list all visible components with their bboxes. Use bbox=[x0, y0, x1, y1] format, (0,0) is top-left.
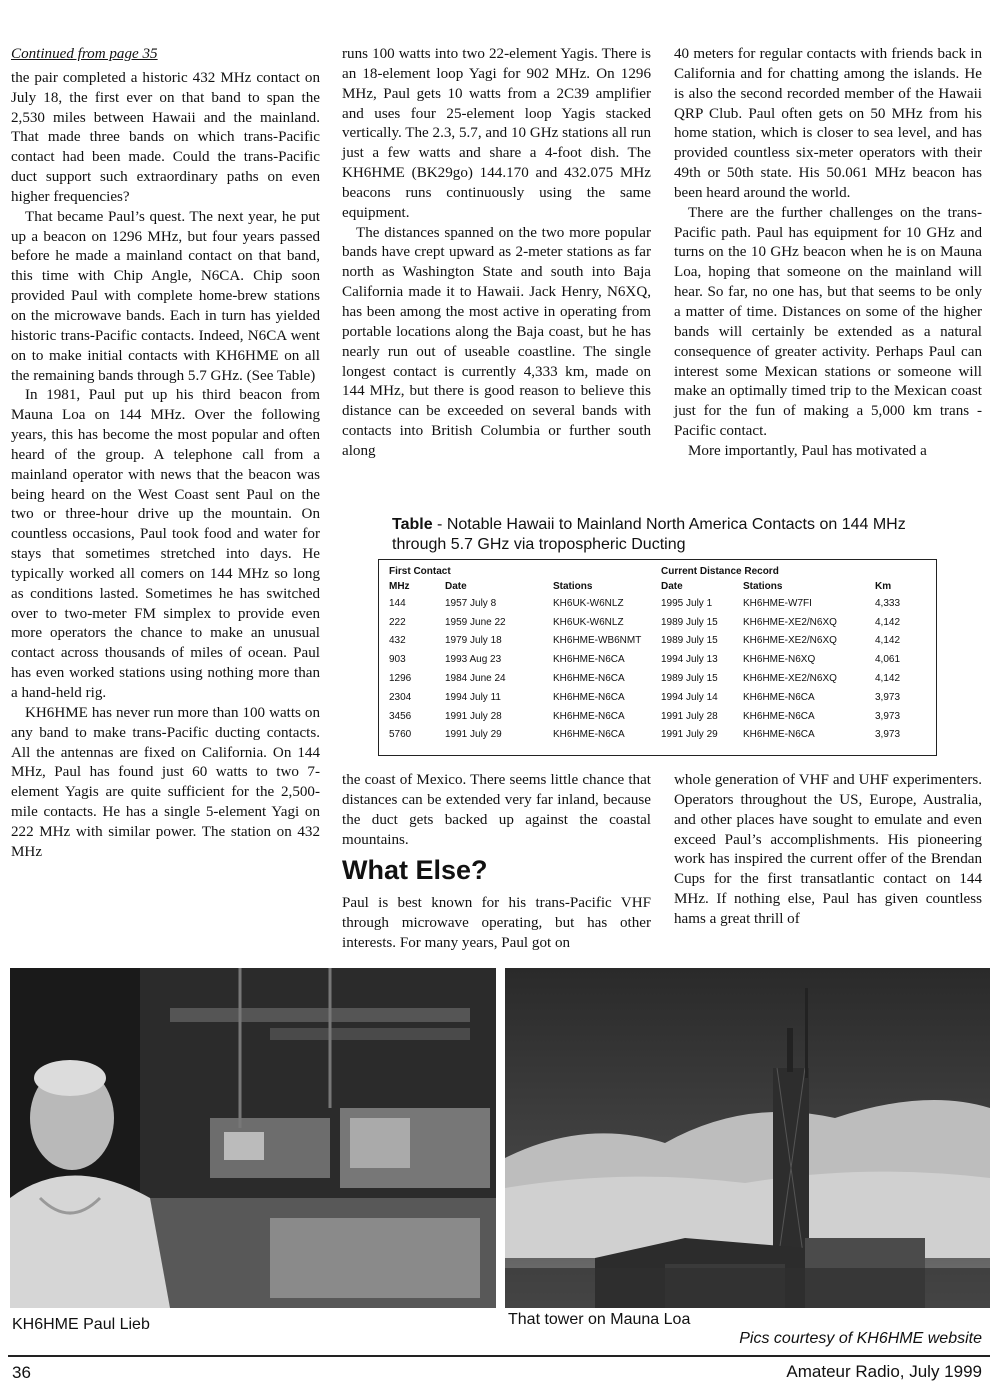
table-row bbox=[389, 669, 925, 688]
table-cell: 1991 July 29 bbox=[661, 729, 718, 741]
table-cell: 1989 July 15 bbox=[661, 635, 718, 647]
article-column-2-bottom bbox=[342, 771, 651, 850]
table-cell: 1296 bbox=[389, 673, 412, 685]
table-cell: 1991 July 29 bbox=[445, 729, 502, 741]
table-cell: 1979 July 18 bbox=[445, 635, 502, 647]
table-cell: KH6UK-W6NLZ bbox=[553, 597, 624, 609]
table-cell: 1984 June 24 bbox=[445, 673, 506, 685]
table-cell: 4,142 bbox=[875, 673, 901, 685]
contacts-table-box bbox=[378, 559, 937, 756]
article-column-3-top bbox=[674, 45, 982, 462]
paragraph: More importantly, Paul has motivated a bbox=[688, 442, 927, 459]
table-row bbox=[389, 632, 925, 651]
table-cell: 3,973 bbox=[875, 729, 901, 741]
article-column-3-bottom bbox=[674, 771, 982, 930]
article-column-2-top bbox=[342, 45, 651, 462]
photo-caption-left: KH6HME Paul Lieb bbox=[12, 1316, 150, 1333]
table-row bbox=[389, 707, 925, 726]
paragraph: the pair completed a historic 432 MHz contact on July 18, the first ever on that band to span the 2,530 miles between Hawaii and the mainland. That made three bands on which trans-Pacific contact had been made. Could the trans-Pacific duct support such extraordinary paths on even higher frequencies? bbox=[11, 69, 320, 205]
table-row bbox=[389, 594, 925, 613]
footer-rule bbox=[8, 1355, 990, 1357]
table-cell: KH6HME-N6CA bbox=[743, 691, 815, 703]
table-cell: 4,142 bbox=[875, 635, 901, 647]
table-cell: 432 bbox=[389, 635, 406, 647]
table-cell: 144 bbox=[389, 597, 406, 609]
table-cell: KH6HME-W7FI bbox=[743, 597, 812, 609]
group-header-current-record: Current Distance Record bbox=[661, 566, 779, 577]
paragraph: The distances spanned on the two more popular bands have crept upward as 2-meter stations as far north as Washington State and south into Baja California made it to Hawaii. Jack Henry, N6XQ, has been among the most active in operating from portable locations along the Baja coast, but he has nearly run out of useable coastline. The single longest contact is currently 4,333 km, made on 144 MHz, but there is good reason to believe this distance can be exceeded on several bands with contacts into British Columbia or further south along bbox=[342, 224, 651, 459]
article-column-1 bbox=[11, 45, 320, 863]
table-cell: KH6HME-N6CA bbox=[743, 710, 815, 722]
table-cell: KH6HME-N6CA bbox=[743, 729, 815, 741]
photo-caption-right: That tower on Mauna Loa bbox=[508, 1311, 691, 1328]
table-row bbox=[389, 650, 925, 669]
group-header-first-contact: First Contact bbox=[389, 566, 451, 577]
article-column-2-section bbox=[342, 894, 651, 954]
photo-credit: Pics courtesy of KH6HME website bbox=[739, 1330, 982, 1347]
table-caption-text: - Notable Hawaii to Mainland North America Contacts on 144 MHz through 5.7 GHz via tropospheric Ducting bbox=[392, 516, 906, 553]
table-cell: KH6HME-XE2/N6XQ bbox=[743, 616, 837, 628]
table-cell: 903 bbox=[389, 654, 406, 666]
table-cell: 1959 June 22 bbox=[445, 616, 506, 628]
table-cell: 1991 July 28 bbox=[661, 710, 718, 722]
table-cell: 4,061 bbox=[875, 654, 901, 666]
table-cell: KH6HME-XE2/N6XQ bbox=[743, 673, 837, 685]
photo-mauna-loa-tower bbox=[505, 968, 990, 1308]
column-header: Date bbox=[445, 581, 467, 592]
table-cell: 1994 July 13 bbox=[661, 654, 718, 666]
table-row bbox=[389, 613, 925, 632]
table-cell: 4,333 bbox=[875, 597, 901, 609]
table-cell: 1994 July 14 bbox=[661, 691, 718, 703]
table-cell: 1957 July 8 bbox=[445, 597, 497, 609]
table-cell: KH6HME-N6CA bbox=[553, 691, 625, 703]
table-cell: 1989 July 15 bbox=[661, 673, 718, 685]
section-heading: What Else? bbox=[342, 855, 488, 885]
table-cell: KH6HME-N6CA bbox=[553, 729, 625, 741]
column-header: Stations bbox=[553, 581, 593, 592]
publication-footer: Amateur Radio, July 1999 bbox=[786, 1362, 982, 1381]
column-header: Km bbox=[875, 581, 892, 592]
table-row bbox=[389, 726, 925, 745]
table-cell: KH6HME-N6CA bbox=[553, 654, 625, 666]
table-cell: KH6HME-N6CA bbox=[553, 673, 625, 685]
paragraph: runs 100 watts into two 22-element Yagis. There is an 18-element loop Yagi for 902 MHz. On 1296 MHz, Paul gets 10 watts from a 2C39 amplifier and uses four 25-element loop Yagis stacked vertically. The 2.3, 5.7, and 10 GHz stations all run just a few watts and share a 4-foot dish. The KH6HME (BK29go) 144.170 and 432.075 MHz beacons runs continuously using the same equipment. bbox=[342, 46, 651, 221]
table-cell: 1993 Aug 23 bbox=[445, 654, 502, 666]
table-cell: KH6HME-N6XQ bbox=[743, 654, 816, 666]
column-header: Stations bbox=[743, 581, 783, 592]
table-cell: KH6UK-W6NLZ bbox=[553, 616, 624, 628]
table-cell: 3456 bbox=[389, 710, 412, 722]
page-number: 36 bbox=[12, 1363, 31, 1382]
column-header: Date bbox=[661, 581, 683, 592]
photo-paul-lieb-image bbox=[10, 968, 496, 1308]
paragraph: the coast of Mexico. There seems little chance that distances can be extended very far inland, because the duct gets backed up against the coastal mountains. bbox=[342, 772, 651, 848]
table-cell: KH6HME-XE2/N6XQ bbox=[743, 635, 837, 647]
paragraph: 40 meters for regular contacts with friends back in California and for chatting among the islands. He is also the second recorded member of the Hawaii QRP Club. Paul often gets on 50 MHz from his home station, which is closer to sea level, and has provided countless six-meter operators with their 49th or 50th state. His 50.061 MHz beacon has been heard around the world. bbox=[674, 46, 982, 201]
table-cell: KH6HME-WB6NMT bbox=[553, 635, 642, 647]
table-row bbox=[389, 688, 925, 707]
contacts-table bbox=[389, 564, 925, 744]
table-cell: 1991 July 28 bbox=[445, 710, 502, 722]
table-cell: 3,973 bbox=[875, 691, 901, 703]
paragraph: Paul is best known for his trans-Pacific VHF through microwave operating, but has other interests. For many years, Paul got on bbox=[342, 895, 651, 951]
photo-paul-lieb bbox=[10, 968, 496, 1308]
table-cell: 3,973 bbox=[875, 710, 901, 722]
table-cell: KH6HME-N6CA bbox=[553, 710, 625, 722]
paragraph: That became Paul’s quest. The next year, he put up a beacon on 1296 MHz, but four years passed before he made a mainland contact on that band, this time with Chip Angle, N6CA. Chip soon provided Paul with complete home-brew stations on the microwave bands. Each in turn has yielded historic trans-Pacific contacts. Indeed, N6CA went on to make initial contacts with KH6HME on all the remaining bands through 5.7 GHz. (See Table) bbox=[11, 208, 320, 384]
table-caption-label: Table bbox=[392, 516, 433, 533]
table-header-row bbox=[389, 579, 925, 594]
table-cell: 2304 bbox=[389, 691, 412, 703]
table-cell: 1994 July 11 bbox=[445, 691, 501, 703]
table-cell: 222 bbox=[389, 616, 406, 628]
table-caption bbox=[392, 515, 952, 555]
paragraph: In 1981, Paul put up his third beacon from Mauna Loa on 144 MHz. Over the following years, this has become the most popular and often heard of the group. A telephone call from a mainland operator with news that the beacon was being heard on the West Coast sent Paul on the two or three-hour drive up the mountain. On countless occasions, Paul took food and water for stays that sometimes stretched into days. He typically worked all comers on 144 MHz so long as conditions lasted. Sometimes he has switched over to two-meter FM simplex to provide even more operators the chance to make an unusual contact across thousands of miles of ocean. Paul has even worked stations using nothing more than a hand-held rig. bbox=[11, 387, 320, 701]
photo-mauna-loa-tower-image bbox=[505, 968, 990, 1308]
table-cell: 4,142 bbox=[875, 616, 901, 628]
paragraph: KH6HME has never run more than 100 watts on any band to make trans-Pacific ducting contacts. All the antennas are fixed on California. On 144 MHz, Paul has found just 60 watts to two 7-element Yagis are quite sufficient for the 2,500-mile contacts. He has a single 5-element Yagi on 222 MHz with similar power. The station on 432 MHz bbox=[11, 704, 320, 860]
column-header: MHz bbox=[389, 581, 410, 592]
table-cell: 5760 bbox=[389, 729, 412, 741]
table-cell: 1989 July 15 bbox=[661, 616, 718, 628]
paragraph: whole generation of VHF and UHF experimenters. Operators throughout the US, Europe, Australia, and other places have sought to emulate and even exceed Paul’s accomplishments. His pioneering work has inspired the current offer of the Brendan Cups for the first transatlantic contact on 144 MHz. If nothing else, Paul has given countless hams a great thrill of bbox=[674, 772, 982, 927]
table-cell: 1995 July 1 bbox=[661, 597, 713, 609]
paragraph: There are the further challenges on the trans-Pacific path. Paul has equipment for 10 GHz and turns on the 10 GHz beacon when he is on Mauna Loa, hoping that someone on the mainland will hear. So far, no one has, but that seems to be only a matter of time. Distances on some of the higher bands will certainly be extended as a natural consequence of greater activity. Perhaps Paul can interest some Mexican stations or someone will make an optimally timed trip to the Mexican coast just for the fun of making a 5,000 km trans -Pacific contact. bbox=[674, 204, 982, 440]
continued-note: Continued from page 35 bbox=[11, 46, 158, 62]
